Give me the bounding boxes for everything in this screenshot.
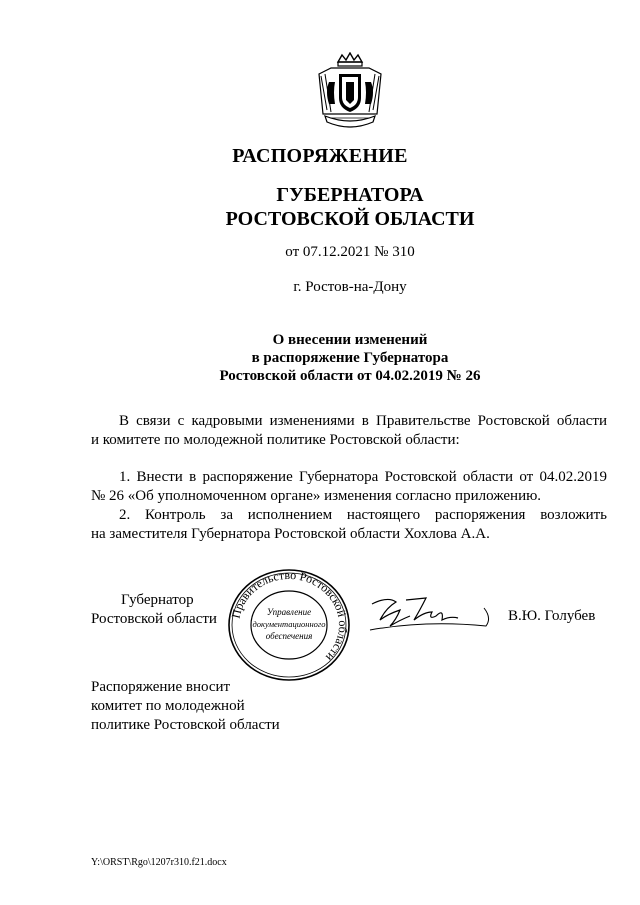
issuer-title	[0, 183, 640, 231]
stamp-outer-text-path: Правительство Ростовской области	[228, 567, 351, 665]
stamp-inner-line-1: Управление	[266, 607, 312, 617]
signatory-name: В.Ю. Голубев	[508, 608, 596, 624]
intro-paragraph	[91, 412, 607, 450]
submitter-line-2: комитет по молодежной	[91, 698, 245, 714]
document-subject	[0, 331, 640, 385]
signatory-position	[91, 591, 217, 629]
item-2-line-1: 2. Контроль за исполнением настоящего распоряжения возложить	[119, 507, 607, 523]
order-items	[91, 468, 607, 544]
official-stamp	[226, 567, 352, 683]
issuer-line-2: РОСТОВСКОЙ ОБЛАСТИ	[225, 208, 475, 230]
rostov-oblast-coat-of-arms-icon	[311, 52, 389, 132]
subject-line-3: Ростовской области от 04.02.2019 № 26	[219, 368, 481, 384]
subject-line-2: в распоряжение Губернатора	[251, 350, 449, 366]
document-type-title: РАСПОРЯЖЕНИЕ	[232, 145, 408, 167]
city: г. Ростов-на-Дону	[293, 279, 407, 295]
intro-line-1: В связи с кадровыми изменениями в Правительстве Ростовской области	[119, 413, 607, 429]
stamp-inner-line-3: обеспечения	[265, 631, 313, 641]
submitter-note	[91, 678, 280, 735]
item-2-line-2: на заместителя Губернатора Ростовской области Хохлова А.А.	[91, 526, 490, 542]
item-1-line-2: № 26 «Об уполномоченном органе» изменения согласно приложению.	[91, 488, 542, 504]
subject-line-1: О внесении изменений	[272, 332, 428, 348]
position-line-2: Ростовской области	[91, 611, 217, 627]
handwritten-signature	[366, 590, 496, 638]
submitter-line-1: Распоряжение вносит	[91, 679, 231, 695]
position-line-1: Губернатор	[121, 592, 194, 608]
stamp-inner-line-2: документационного	[252, 619, 326, 629]
file-path: Y:\ORST\Rgo\1207r310.f21.docx	[91, 857, 227, 868]
issuer-line-1: ГУБЕРНАТОРА	[276, 184, 424, 206]
intro-line-2: и комитете по молодежной политике Ростовской области:	[91, 432, 460, 448]
date-and-number: от 07.12.2021 № 310	[285, 244, 415, 260]
item-1-line-1: 1. Внести в распоряжение Губернатора Ростовской области от 04.02.2019	[119, 469, 607, 485]
submitter-line-3: политике Ростовской области	[91, 717, 280, 733]
